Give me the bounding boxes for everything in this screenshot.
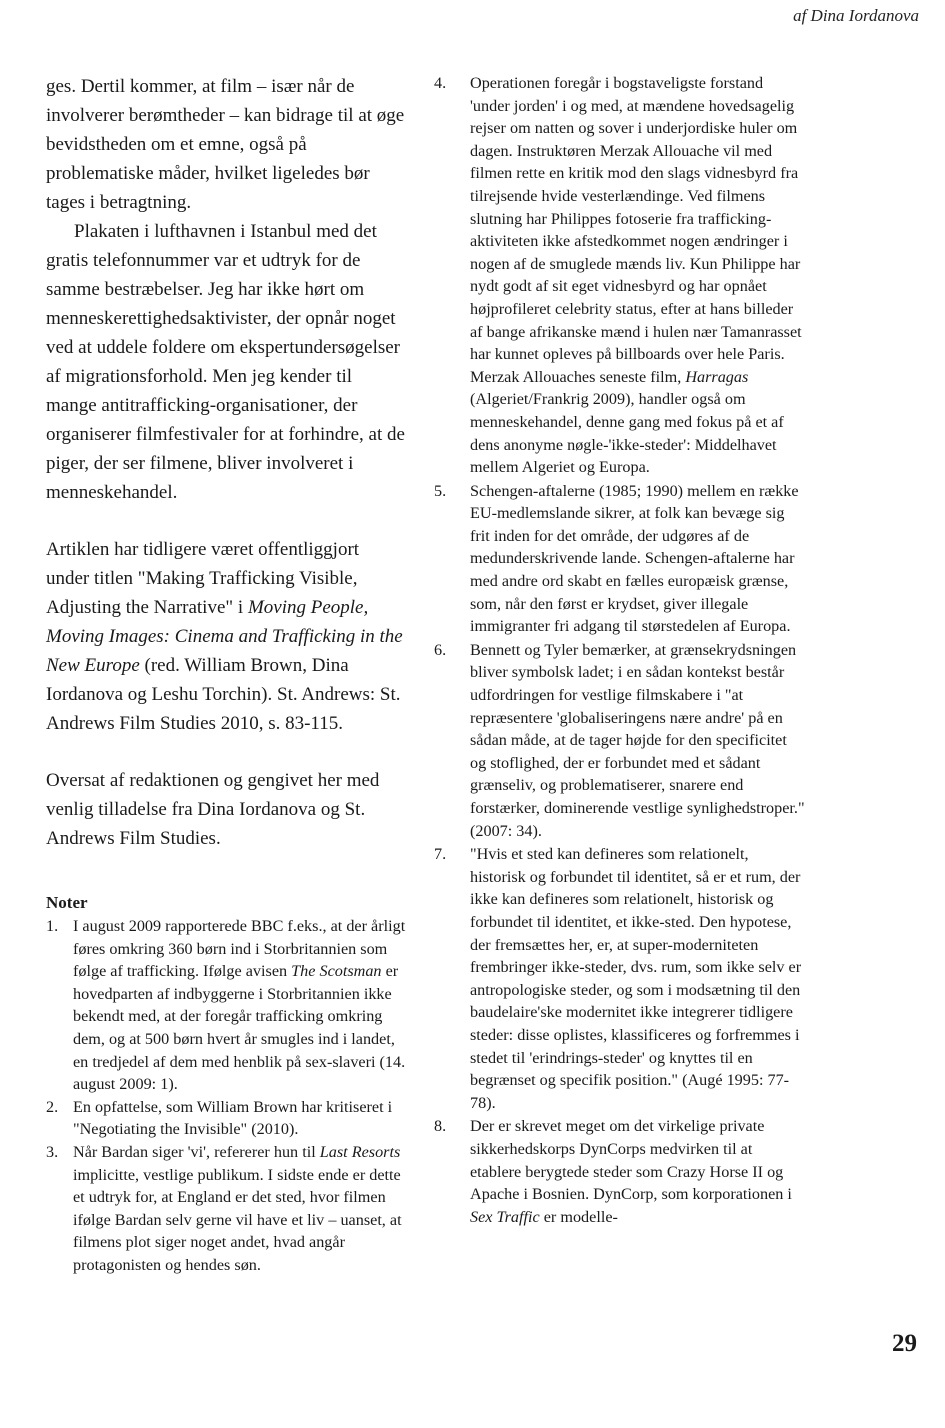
footnote-text: Bennett og Tyler bemærker, at grænsekrydsningen bliver symbolsk ladet; i en sådan kontekst består udfordringen for vestlige filmskabere i "at repræsentere 'globaliseringens nære andre' på en sådan måde, at de tager højde for den specificitet og stoflighed, der er forbundet med et sådant grænseliv, og problematiserer, snarere end forstærker, dominerende vestlige synlighedstroper." (2007: 34). (470, 640, 805, 840)
footnote-number: 3. (46, 1142, 59, 1161)
notes-heading: Noter (46, 893, 88, 912)
footnote (434, 843, 806, 1114)
footnote (46, 1096, 406, 1141)
footnote (46, 1141, 406, 1277)
body-paragraph: ges. Dertil kommer, at film – især når de involverer berømtheder – kan bidrage til at øge bevidstheden om et emne, også på problematiske måder, hvilket ligeledes bør tages i betragtning. (46, 76, 405, 213)
footnote-number: 2. (46, 1097, 59, 1116)
body-paragraph: Plakaten i lufthavnen i Istanbul med det gratis telefonnummer var et udtryk for de samme bestræbelser. Jeg har ikke hørt om menneskerettighedsaktivister, der opnår noget ved at uddele foldere om ekspertundersøgelser af migrationsforhold. Men jeg kender til mange antitrafficking-organisationer, der organiserer filmfestivaler for at forhindre, at de piger, der ser filmene, bliver involveret i menneskehandel. (46, 221, 405, 503)
footnote (434, 480, 806, 638)
footnote (434, 639, 806, 842)
footnote-number: 7. (434, 845, 447, 864)
translation-note: Oversat af redaktionen og gengivet her med venlig tilladelse fra Dina Iordanova og St. Andrews Film Studies. (46, 770, 380, 849)
footnote-number: 8. (434, 1117, 447, 1136)
left-column (46, 72, 406, 1277)
footnote-number: 4. (434, 74, 447, 92)
footnote (434, 1115, 806, 1228)
footnote-text: I august 2009 rapporterede BBC f.eks., at der årligt føres omkring 360 børn ind i Storbritannien som følge af trafficking. Ifølge avisen The Scotsman er hovedparten af indbyggerne i Storbritannien ikke bekendt med, at der foregår trafficking omkring dem, og at 500 børn hvert år smugles ind i landet, en tredjedel af dem med henblik på sex-slaveri (14. august 2009: 1). (73, 917, 406, 1094)
footnote-text: "Hvis et sted kan defineres som relationelt, historisk og forbundet til identitet, så er et rum, der ikke kan defineres som relationelt, historisk og forbundet til identitet, et ikke-sted. Den hypotese, der fremsættes her, er, at super-moderniteten frembringer ikke-steder, dvs. rum, som ikke selv er antropologiske steder, og som i modsætning til den baudelaire'ske modernitet ikke integrerer tidligere steder: disse oplistes, klassificeres og forfremmes i stedet til 'erindrings-steder' og knyttes til en begrænset og specifik position." (Augé 1995: 77-78). (470, 845, 802, 1112)
footnote-number: 1. (46, 917, 59, 935)
footnote-text: Operationen foregår i bogstaveligste forstand 'under jorden' i og med, at mændene hovedsagelig rejser om natten og sover i underjordiske huler om dagen. Instruktøren Merzak Allouache vil med filmen rette en kritik mod den slags vidnesbyrd fra tilrejsende hvide vesterlændinge. Ved filmens slutning har Philippes fotoserie fra trafficking-aktiviteten ikke afstedkommet nogen ændringer i nogen af de smuglede mænds liv. Kun Philippe har nydt godt af sit eget vidnesbyrd og har opnået højprofileret celebrity status, efter at hans billeder af bange afrikanske mænd i hulen nær Tamanrasset har kunnet opleves på billboards over hele Paris. Merzak Allouaches seneste film, Harragas (Algeriet/Frankrig 2009), handler også om menneskehandel, denne gang med fokus på et af dens anonyme nøgle-'ikke-steder': Middelhavet mellem Algeriet og Europa. (470, 74, 802, 477)
footnote (46, 915, 406, 1096)
footnote-text: En opfattelse, som William Brown har kritiseret i "Negotiating the Invisible" (2010). (73, 1097, 393, 1139)
footnote-text: Schengen-aftalerne (1985; 1990) mellem en række EU-medlemslande sikrer, at folk kan bevæge sig frit inden for det område, der udgøres af de medunderskrivende lande. Schengen-aftalerne har med andre ord skabt en fælles europæisk grænse, som, når den først er krydset, giver illegale immigranter fri adgang til størstedelen af Europa. (470, 481, 799, 636)
footnote-text: Når Bardan siger 'vi', refererer hun til Last Resorts implicitte, vestlige publikum. I sidste ende er dette et udtryk for, at England er det sted, hvor filmen ifølge Bardan selv gerne vil have et liv – uanset, at filmens plot siger noget andet, hvad angår protagonisten og hendes søn. (73, 1142, 402, 1274)
footnote-number: 6. (434, 640, 447, 659)
book-title: Moving People, Moving Images: Cinema and Trafficking in the New Europe (46, 597, 403, 676)
footnote (434, 72, 806, 479)
footnote-number: 5. (434, 481, 447, 500)
publication-note: Artiklen har tidligere været offentliggjort under titlen "Making Trafficking Visible, Adjusting the Narrative" i Moving People, Moving Images: Cinema and Trafficking in the New Europe (red. William Brown, Dina Iordanova og Leshu Torchin). St. Andrews: St. Andrews Film Studies 2010, s. 83-115. (46, 539, 403, 734)
right-column (434, 72, 806, 1229)
running-header-author: af Dina Iordanova (793, 6, 919, 25)
footnote-text: Der er skrevet meget om det virkelige private sikkerhedskorps DynCorps medvirken til at etablere berygtede steder som Crazy Horse II og Apache i Bosnien. DynCorp, som korporationen i Sex Traffic er modelle- (470, 1117, 792, 1226)
page-number: 29 (892, 1330, 917, 1357)
